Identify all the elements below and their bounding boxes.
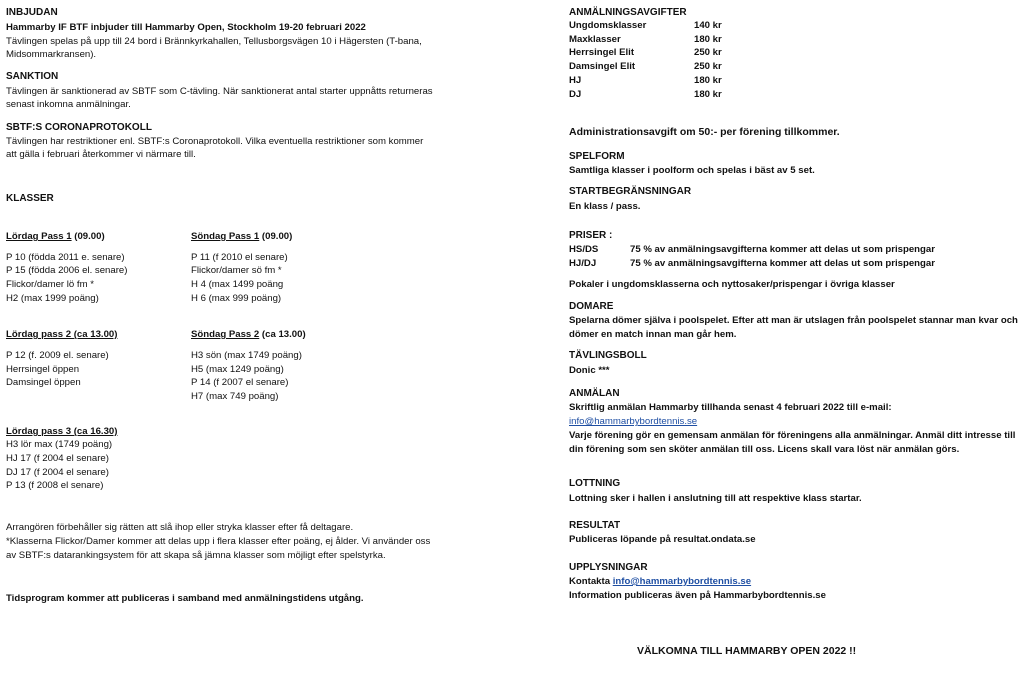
startbegransningar-heading: STARTBEGRÄNSNINGAR xyxy=(569,186,692,197)
class-item: H5 (max 1249 poäng) xyxy=(191,364,284,375)
fee-name: DJ xyxy=(569,89,582,100)
lordag-pass1-heading-day: Lördag Pass 1 xyxy=(6,231,72,242)
startbegransningar-text: En klass / pass. xyxy=(569,201,641,212)
sondag-pass2-heading-time: (ca 13.00) xyxy=(259,329,306,340)
class-item: H3 sön (max 1749 poäng) xyxy=(191,350,302,361)
sanktion-heading: SANKTION xyxy=(6,71,59,82)
domare-heading: DOMARE xyxy=(569,301,614,312)
lordag-pass1-heading xyxy=(6,230,105,243)
priser-text: 75 % av anmälningsavgifterna kommer att delas ut som prispengar xyxy=(630,258,935,269)
sanktion-line: senast inkomna anmälningar. xyxy=(6,99,131,110)
admin-fee-note: Administrationsavgift om 50:- per förening tillkommer. xyxy=(569,126,840,138)
class-item: H 6 (max 999 poäng) xyxy=(191,293,282,304)
sondag-pass2-heading xyxy=(191,328,306,341)
lordag-pass3-heading xyxy=(6,425,117,438)
sondag-pass1-heading-day: Söndag Pass 1 xyxy=(191,231,260,242)
tidsprogram-note: Tidsprogram kommer att publiceras i samband med anmälningstidens utgång. xyxy=(6,593,364,604)
class-item: P 13 (f 2008 el senare) xyxy=(6,480,104,491)
upplysningar-heading: UPPLYSNINGAR xyxy=(569,562,648,573)
note-line: Arrangören förbehåller sig rätten att slå ihop eller stryka klasser efter få deltagare. xyxy=(6,522,354,533)
class-item: P 15 (födda 2006 el. senare) xyxy=(6,265,128,276)
sondag-pass1-heading-time: (09.00) xyxy=(259,231,293,242)
inbjudan-heading: INBJUDAN xyxy=(6,7,58,18)
note-line: *Klasserna Flickor/Damer kommer att delas upp i flera klasser efter poäng, ej ålder. Vi använder oss xyxy=(6,536,431,547)
class-item: Damsingel öppen xyxy=(6,377,81,388)
class-item: P 11 (f 2010 el senare) xyxy=(191,252,288,263)
lottning-text: Lottning sker i hallen i anslutning till att respektive klass startar. xyxy=(569,493,862,504)
lordag-pass2-heading xyxy=(6,328,117,341)
fee-name: Damsingel Elit xyxy=(569,61,636,72)
lordag-pass2-heading-day: Lördag pass 2 (ca 13.00) xyxy=(6,329,118,340)
tavlingsboll-heading: TÄVLINGSBOLL xyxy=(569,350,647,361)
note-line: av SBTF:s datarankingsystem för att skapa så jämna klasser som möjligt efter spelstyrka. xyxy=(6,550,386,561)
inbjudan-title: Hammarby IF BTF inbjuder till Hammarby Open, Stockholm 19-20 februari 2022 xyxy=(6,22,366,33)
class-item: P 12 (f. 2009 el. senare) xyxy=(6,350,109,361)
anmalan-heading: ANMÄLAN xyxy=(569,388,620,399)
lordag-pass3-heading-day: Lördag pass 3 (ca 16.30) xyxy=(6,426,118,437)
priser-label: HJ/DJ xyxy=(569,258,597,269)
resultat-text: Publiceras löpande på resultat.ondata.se xyxy=(569,534,756,545)
fee-price: 250 kr xyxy=(694,47,722,58)
class-item: HJ 17 (f 2004 el senare) xyxy=(6,453,109,464)
kontakta-label: Kontakta xyxy=(569,576,613,587)
valkomna-footer: VÄLKOMNA TILL HAMMARBY OPEN 2022 !! xyxy=(637,645,857,657)
inbjudan-line: Midsommarkransen). xyxy=(6,49,97,60)
class-item: P 14 (f 2007 el senare) xyxy=(191,377,289,388)
inbjudan-line: Tävlingen spelas på upp till 24 bord i Brännkyrkahallen, Tellusborgsvägen 10 i Hägersten (T-bana, xyxy=(6,36,422,47)
class-item: H3 lör max (1749 poäng) xyxy=(6,439,113,450)
priser-text: 75 % av anmälningsavgifterna kommer att delas ut som prispengar xyxy=(630,244,935,255)
sondag-pass2-heading-day: Söndag Pass 2 xyxy=(191,329,260,340)
avgifter-heading: ANMÄLNINGSAVGIFTER xyxy=(569,7,687,18)
fee-price: 180 kr xyxy=(694,75,722,86)
class-item: Flickor/damer sö fm * xyxy=(191,265,282,276)
sondag-pass1-heading xyxy=(191,230,292,243)
corona-heading: SBTF:S CORONAPROTOKOLL xyxy=(6,122,152,133)
upplysningar-info: Information publiceras även på Hammarbybordtennis.se xyxy=(569,590,826,601)
class-item: P 10 (födda 2011 e. senare) xyxy=(6,252,125,263)
klasser-heading: KLASSER xyxy=(6,193,54,204)
corona-line: att gälla i februari återkommer vi närmare till. xyxy=(6,149,196,160)
fee-price: 180 kr xyxy=(694,89,722,100)
spelform-heading: SPELFORM xyxy=(569,151,625,162)
fee-name: HJ xyxy=(569,75,582,86)
fee-name: Herrsingel Elit xyxy=(569,47,635,58)
domare-line: Spelarna dömer själva i poolspelet. Efter att man är utslagen från poolspelet stannar man kvar och xyxy=(569,315,1018,326)
fee-price: 250 kr xyxy=(694,61,722,72)
anmalan-line: din förening som sen sköter anmälan till oss. Licens skall vara löst när anmälan görs. xyxy=(569,444,960,455)
fee-name: Maxklasser xyxy=(569,34,621,45)
fee-name: Ungdomsklasser xyxy=(569,20,647,31)
lottning-heading: LOTTNING xyxy=(569,478,621,489)
domare-line: dömer en match innan man går hem. xyxy=(569,329,737,340)
upplysningar-contact xyxy=(569,575,751,588)
sanktion-line: Tävlingen är sanktionerad av SBTF som C-tävling. När sanktionerat antal starter uppnåtts returneras xyxy=(6,86,433,97)
corona-line: Tävlingen har restriktioner enl. SBTF:s Coronaprotokoll. Vilka eventuella restriktioner som kommer xyxy=(6,136,424,147)
fee-price: 140 kr xyxy=(694,20,722,31)
lordag-pass1-heading-time: (09.00) xyxy=(71,231,105,242)
class-item: H7 (max 749 poäng) xyxy=(191,391,279,402)
class-item: Flickor/damer lö fm * xyxy=(6,279,94,290)
class-item: DJ 17 (f 2004 el senare) xyxy=(6,467,109,478)
pokaler-text: Pokaler i ungdomsklasserna och nyttosaker/prispengar i övriga klasser xyxy=(569,279,895,290)
priser-label: HS/DS xyxy=(569,244,599,255)
resultat-heading: RESULTAT xyxy=(569,520,621,531)
class-item: Herrsingel öppen xyxy=(6,364,80,375)
anmalan-line: Varje förening gör en gemensam anmälan för föreningens alla anmälningar. Anmäl ditt intresse till xyxy=(569,430,1016,441)
spelform-text: Samtliga klasser i poolform och spelas i bäst av 5 set. xyxy=(569,165,815,176)
tavlingsboll-text: Donic *** xyxy=(569,365,610,376)
fee-price: 180 kr xyxy=(694,34,722,45)
anmalan-line: Skriftlig anmälan Hammarby tillhanda senast 4 februari 2022 till e-mail: xyxy=(569,402,892,413)
upplysningar-email-link[interactable]: info@hammarbybordtennis.se xyxy=(612,576,752,587)
anmalan-email-link[interactable]: info@hammarbybordtennis.se xyxy=(569,416,698,427)
class-item: H 4 (max 1499 poäng xyxy=(191,279,284,290)
class-item: H2 (max 1999 poäng) xyxy=(6,293,99,304)
priser-heading: PRISER : xyxy=(569,230,613,241)
